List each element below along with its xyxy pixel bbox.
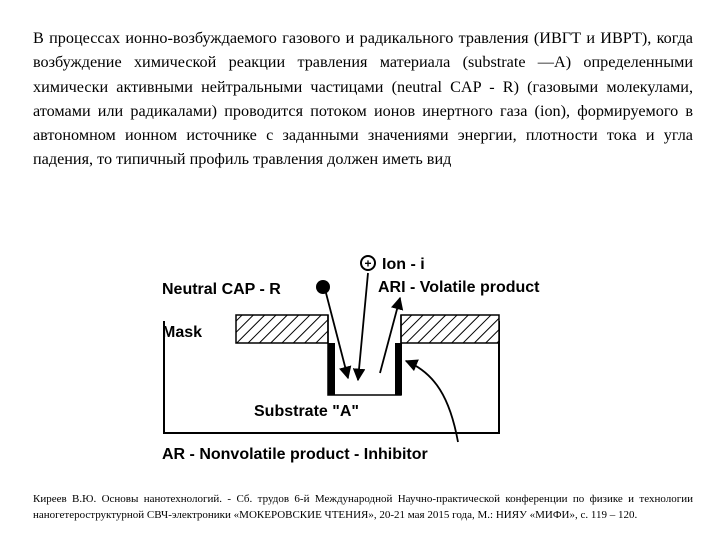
reference-citation: Киреев В.Ю. Основы нанотехнологий. - Сб. трудов 6-й Международной Научно-практической конференции по физике и технологии наногетероструктурной СВЧ-электроники «МОКЕРОВСКИЕ ЧТЕНИЯ», 20-21 мая 2015 года, М.: НИЯУ «МИФИ», с. 119 – 120. xyxy=(33,493,693,521)
svg-text:+: + xyxy=(364,256,372,271)
substrate-label: Substrate "A" xyxy=(254,403,359,420)
inhibitor-arrow xyxy=(406,361,458,442)
volatile-product-label: ARI - Volatile product xyxy=(378,279,540,296)
inhibitor-right-wall xyxy=(395,343,402,395)
nonvolatile-product-label: AR - Nonvolatile product - Inhibitor xyxy=(162,446,428,463)
mask-right xyxy=(401,315,499,343)
ion-label: Ion - i xyxy=(382,256,425,273)
ion-arrow xyxy=(358,273,368,380)
ion-symbol xyxy=(361,256,375,271)
neutral-particle xyxy=(316,280,330,294)
mask-label: Mask xyxy=(162,324,203,341)
neutral-cap-label: Neutral CAP - R xyxy=(162,281,281,298)
trench-outline xyxy=(328,315,401,395)
etching-profile-diagram xyxy=(150,248,590,473)
inhibitor-left-wall xyxy=(328,343,335,395)
main-paragraph: В процессах ионно-возбуждаемого газового и радикального травления (ИВГТ и ИВРТ), когда возбуждение химической реакции травления материала (substrate —A) определенными химически активными нейтральными частицами (neutral CAP - R) (газовыми молекулами, атомами или радикалами) проводится потоком ионов инертного газа (ion), формируемого в автономном ионном источнике с заданными значениями энергии, плотности тока и угла падения, то типичный профиль травления должен иметь вид xyxy=(33,29,693,169)
mask-left xyxy=(236,315,328,343)
